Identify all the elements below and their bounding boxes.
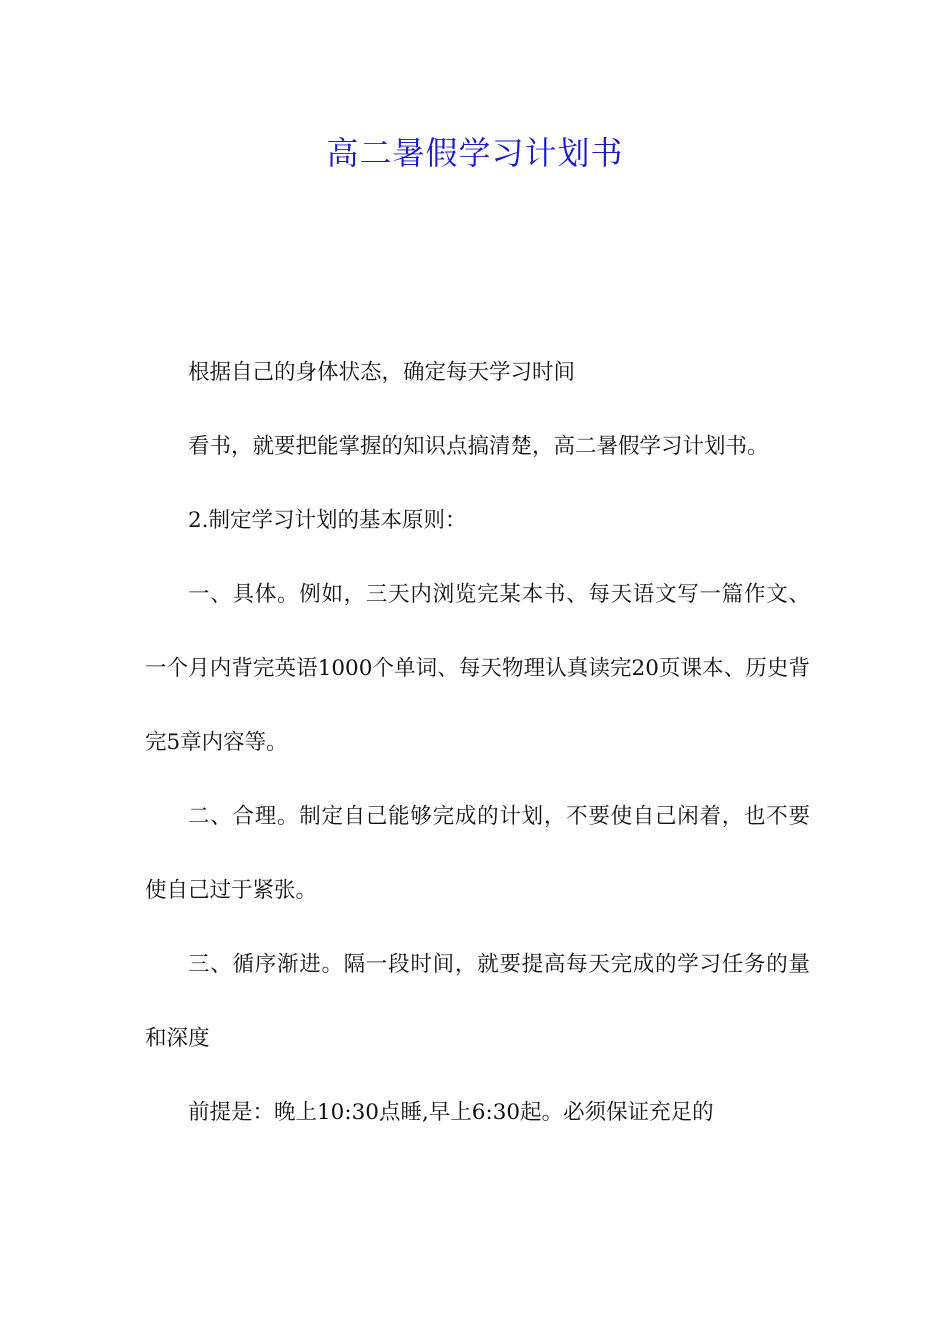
paragraph-principles-heading: 2.制定学习计划的基本原则：	[188, 508, 467, 533]
document-body	[145, 336, 810, 1150]
paragraph-principle-gradual: 三、循序渐进。隔一段时间，就要提高每天完成的学习任务的量和深度	[145, 952, 810, 1051]
paragraph-reading: 看书，就要把能掌握的知识点搞清楚，高二暑假学习计划书。	[188, 434, 769, 459]
paragraph-premise: 前提是：晚上10:30点睡,早上6:30起。必须保证充足的	[188, 1100, 714, 1125]
paragraph-principle-reasonable: 二、合理。制定自己能够完成的计划，不要使自己闲着，也不要使自己过于紧张。	[145, 804, 810, 903]
paragraph-study-time: 根据自己的身体状态，确定每天学习时间	[188, 360, 576, 385]
document-title: 高二暑假学习计划书	[326, 134, 624, 172]
paragraph-principle-specific: 一、具体。例如，三天内浏览完某本书、每天语文写一篇作文、一个月内背完英语1000个单词、每天物理认真读完20页课本、历史背完5章内容等。	[145, 582, 810, 755]
